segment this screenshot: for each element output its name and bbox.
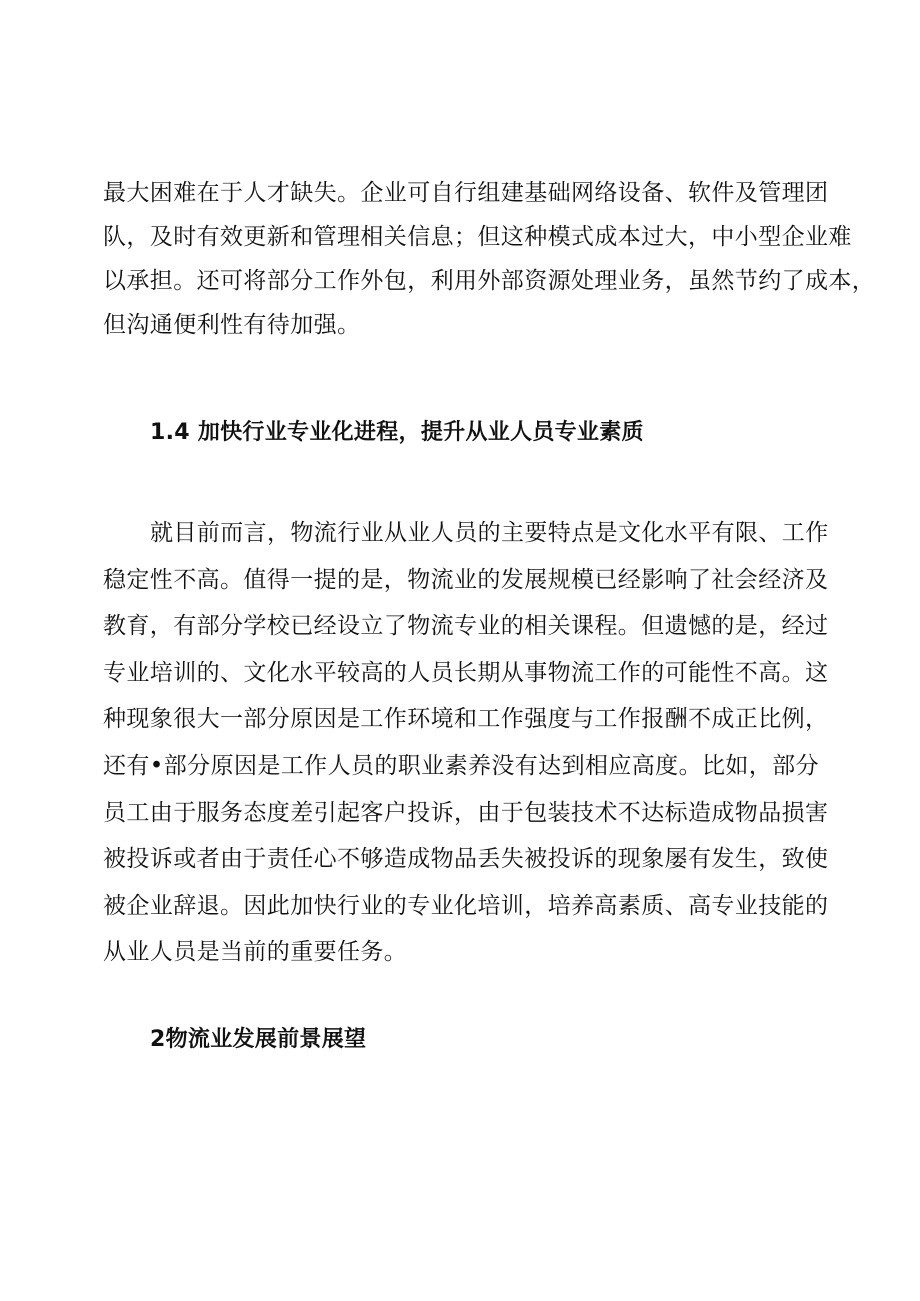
paragraph-line: 专业培训的、文化水平较高的人员长期从事物流工作的可能性不高。这 xyxy=(103,659,829,686)
paragraph-line: 稳定性不高。值得一提的是，物流业的发展规模已经影响了社会经济及 xyxy=(103,566,829,593)
paragraph-line: 最大困难在于人才缺失。企业可自行组建基础网络设备、软件及管理团 xyxy=(103,180,829,206)
paragraph-line: 以承担。还可将部分工作外包，利用外部资源处理业务，虽然节约了成本， xyxy=(103,268,876,294)
paragraph-line: 从业人员是当前的重要任务。 xyxy=(103,939,408,966)
paragraph-line: 被投诉或者由于责任心不够造成物品丢失被投诉的现象屡有发生，致使 xyxy=(103,846,829,873)
paragraph-line: 被企业辞退。因此加快行业的专业化培训，培养高素质、高专业技能的 xyxy=(103,892,829,919)
paragraph-intro xyxy=(103,171,876,347)
section-heading-2: 2物流业发展前景展望 xyxy=(150,1027,367,1052)
paragraph-body xyxy=(103,510,843,976)
paragraph-line: 就目前而言，物流行业从业人员的主要特点是文化水平有限、工作 xyxy=(150,520,829,546)
paragraph-line: 但沟通便利性有待加强。 xyxy=(103,312,361,338)
paragraph-line: 教育，有部分学校已经设立了物流专业的相关课程。但遗憾的是，经过 xyxy=(103,613,829,640)
paragraph-line: 种现象很大一部分原因是工作环境和工作强度与工作报酬不成正比例， xyxy=(103,706,829,733)
paragraph-line: 员工由于服务态度差引起客户投诉，由于包装技术不达标造成物品损害 xyxy=(103,799,829,826)
section-heading-1-4: 1.4 加快行业专业化进程，提升从业人员专业素质 xyxy=(150,420,644,445)
paragraph-line: 还有•部分原因是工作人员的职业素养没有达到相应高度。比如，部分 xyxy=(103,752,819,779)
paragraph-line: 队，及时有效更新和管理相关信息；但这种模式成本过大，中小型企业难 xyxy=(103,224,852,250)
